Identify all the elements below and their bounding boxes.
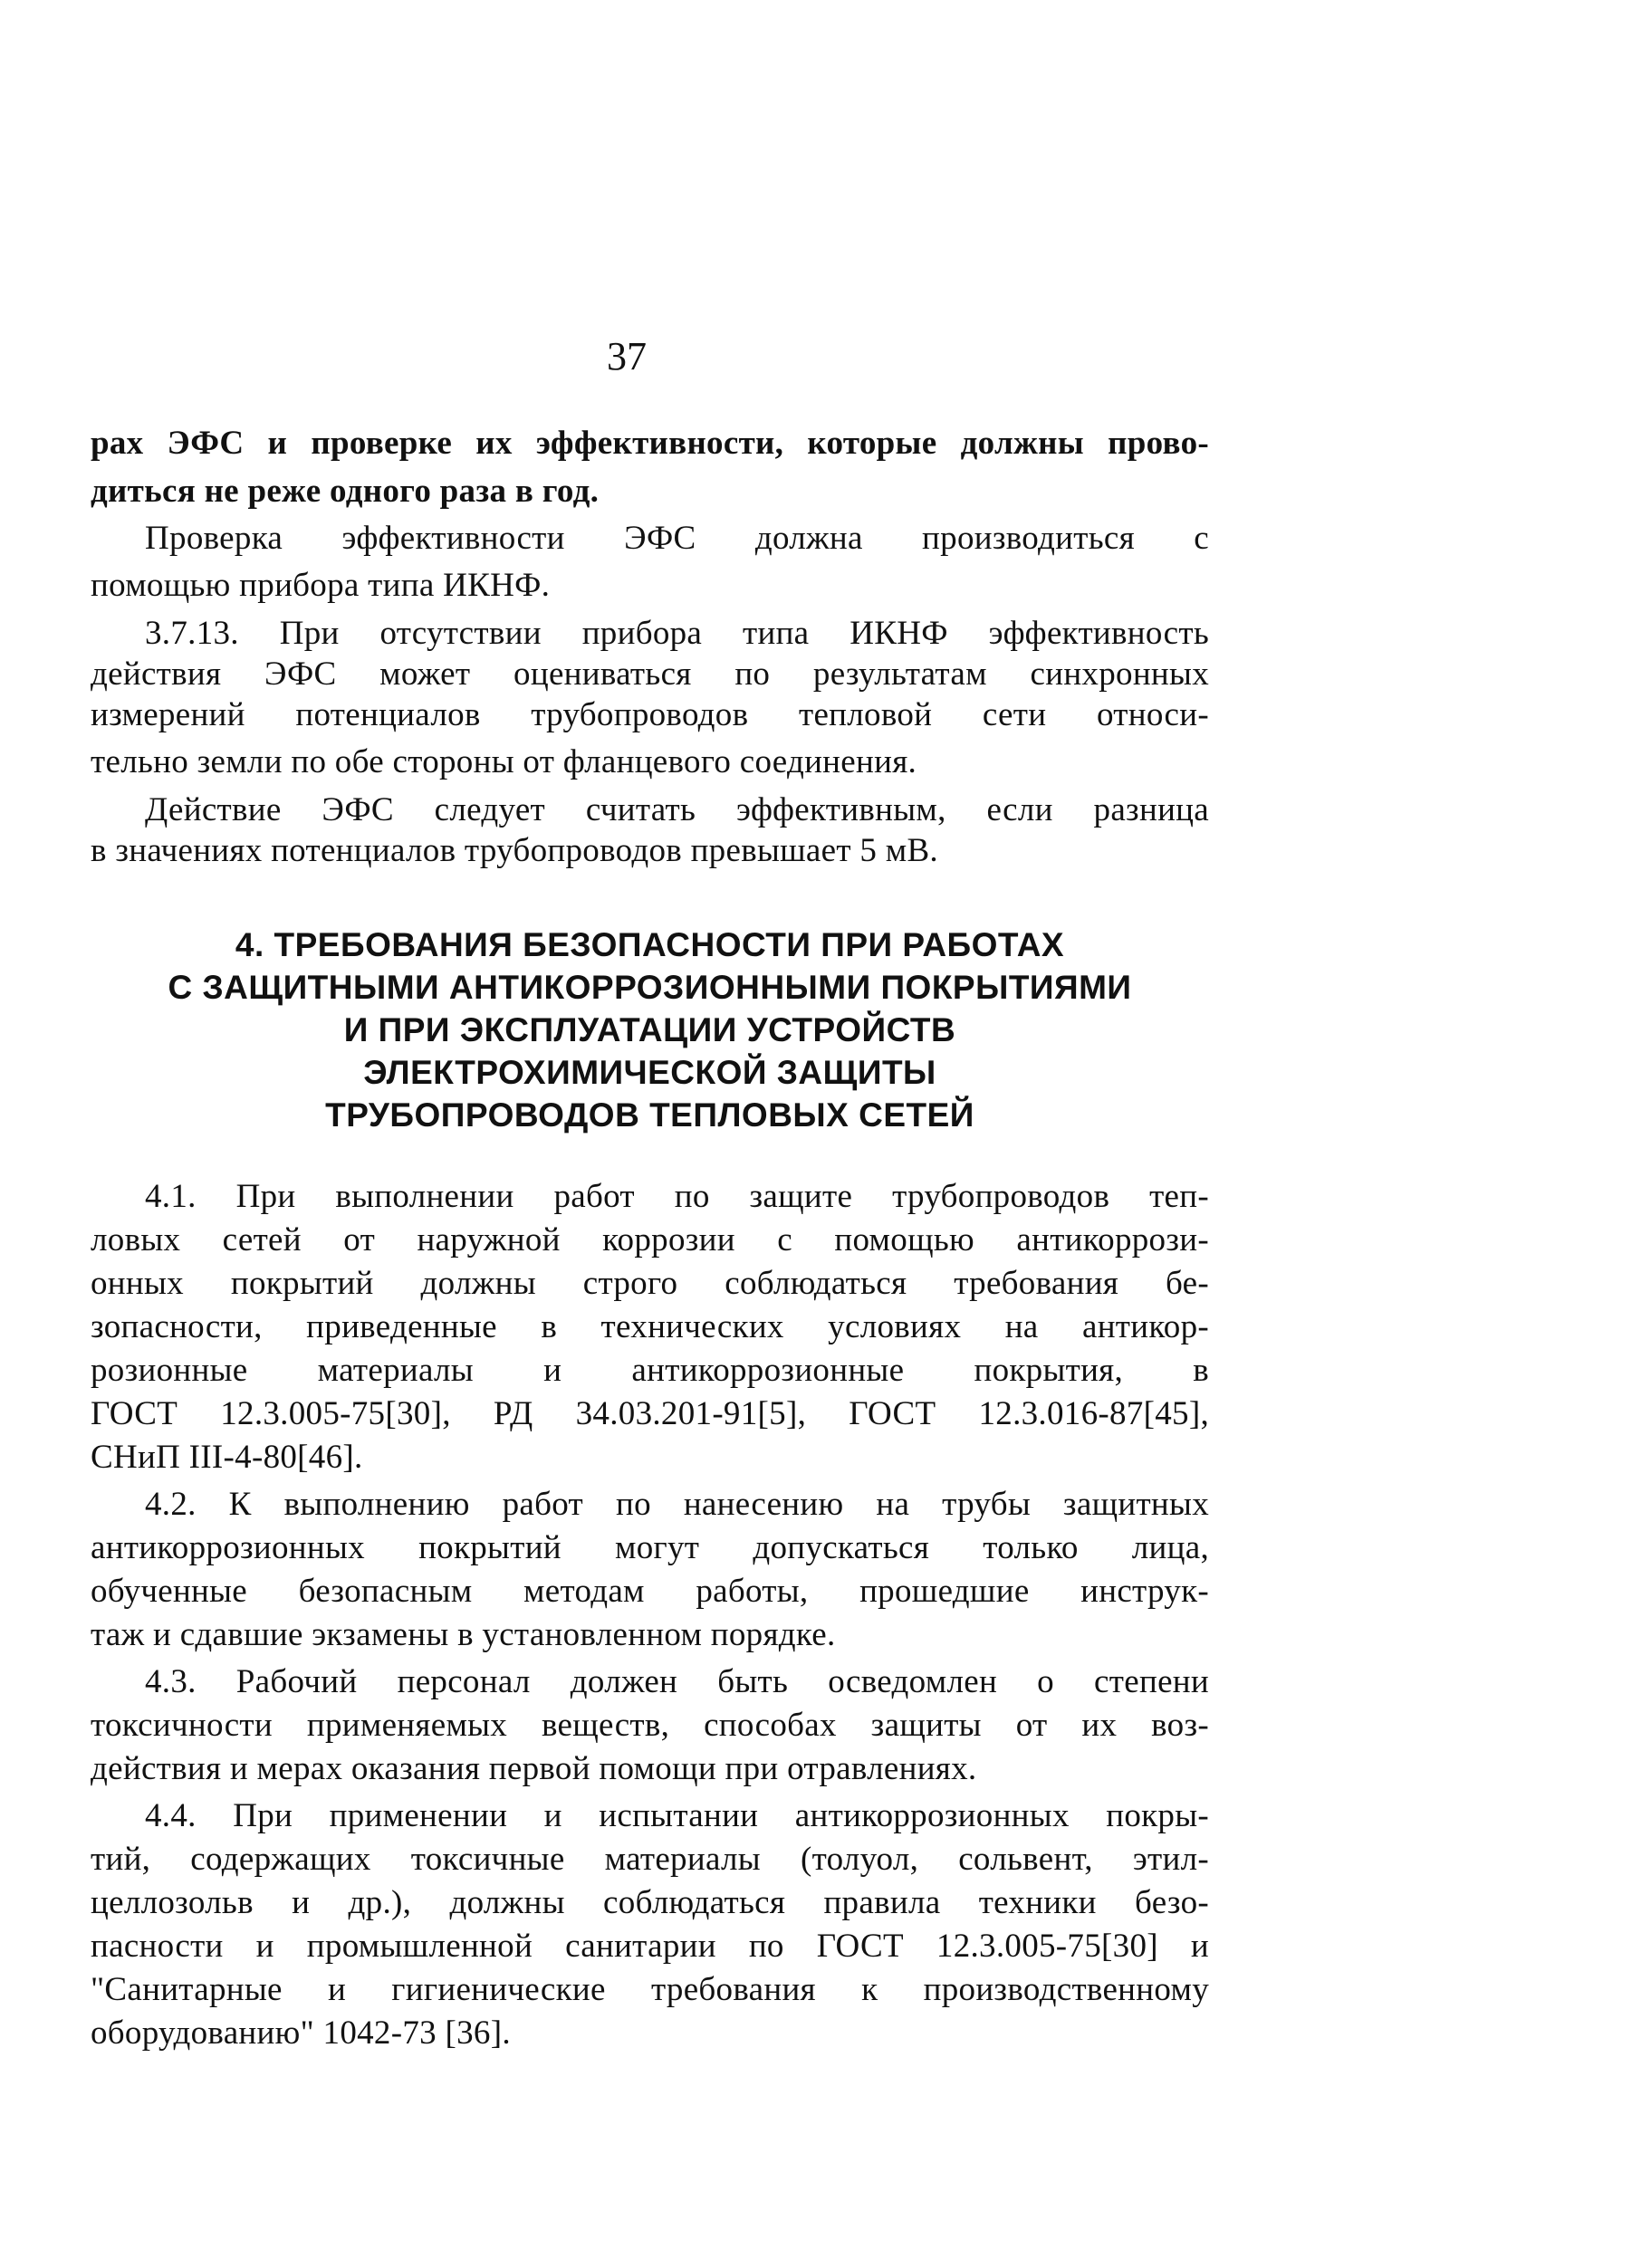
text-line: Проверка эффективности ЭФС должна производиться с <box>145 520 1209 557</box>
text-line: в значениях потенциалов трубопроводов превышает 5 мВ. <box>91 832 938 869</box>
page-number: 37 <box>607 334 647 378</box>
text-line: 3.7.13. При отсутствии прибора типа ИКНФ эффективность <box>145 615 1209 652</box>
text-line: таж и сдавшие экзамены в установленном порядке. <box>91 1616 836 1653</box>
text-line: Действие ЭФС следует считать эффективным, если разница <box>145 791 1209 828</box>
text-line: рах ЭФС и проверке их эффективности, которые должны прово- <box>91 425 1209 462</box>
text-line: зопасности, приведенные в технических условиях на антикор- <box>91 1308 1209 1345</box>
text-line: тельно земли по обе стороны от фланцевого соединения. <box>91 743 917 780</box>
text-line: тий, содержащих токсичные материалы (толуол, сольвент, этил- <box>91 1841 1209 1878</box>
text-line: оборудованию" 1042-73 [36]. <box>91 2014 511 2052</box>
heading-line: ТРУБОПРОВОДОВ ТЕПЛОВЫХ СЕТЕЙ <box>325 1096 974 1134</box>
text-block-top <box>91 422 1209 871</box>
text-line: "Санитарные и гигиенические требования к производственному <box>91 1971 1209 2008</box>
text-line: пасности и промышленной санитарии по ГОСТ 12.3.005-75[30] и <box>91 1928 1209 1965</box>
text-line: целлозольв и др.), должны соблюдаться правила техники безо- <box>91 1884 1209 1921</box>
heading-line: И ПРИ ЭКСПЛУАТАЦИИ УСТРОЙСТВ <box>343 1011 956 1048</box>
text-line: ГОСТ 12.3.005-75[30], РД 34.03.201-91[5], ГОСТ 12.3.016-87[45], <box>91 1395 1209 1432</box>
text-block-section4 <box>91 1175 1209 2055</box>
text-line: токсичности применяемых веществ, способах защиты от их воз- <box>91 1707 1209 1744</box>
text-line: диться не реже одного раза в год. <box>91 473 600 510</box>
text-line: действия и мерах оказания первой помощи при отравлениях. <box>91 1750 977 1787</box>
text-line: 4.3. Рабочий персонал должен быть осведомлен о степени <box>145 1663 1209 1700</box>
text-line: 4.2. К выполнению работ по нанесению на трубы защитных <box>145 1486 1209 1523</box>
text-line: обученные безопасным методам работы, прошедшие инструк- <box>91 1573 1209 1610</box>
text-line: ловых сетей от наружной коррозии с помощью антикоррози- <box>91 1221 1209 1258</box>
heading-line: ЭЛЕКТРОХИМИЧЕСКОЙ ЗАЩИТЫ <box>363 1054 936 1091</box>
text-line: СНиП III-4-80[46]. <box>91 1439 363 1476</box>
text-line: розионные материалы и антикоррозионные покрытия, в <box>91 1352 1209 1389</box>
text-line: помощью прибора типа ИКНФ. <box>91 567 551 604</box>
heading-line: 4. ТРЕБОВАНИЯ БЕЗОПАСНОСТИ ПРИ РАБОТАХ <box>235 926 1065 963</box>
section-heading <box>91 923 1209 1136</box>
text-line: 4.1. При выполнении работ по защите трубопроводов теп- <box>145 1178 1209 1215</box>
text-line: действия ЭФС может оцениваться по результатам синхронных <box>91 656 1209 693</box>
text-line: измерений потенциалов трубопроводов тепловой сети относи- <box>91 696 1209 733</box>
text-line: 4.4. При применении и испытании антикоррозионных покры- <box>145 1797 1209 1834</box>
text-line: антикоррозионных покрытий могут допускаться только лица, <box>91 1529 1209 1566</box>
text-line: онных покрытий должны строго соблюдаться требования бе- <box>91 1265 1209 1302</box>
heading-line: С ЗАЩИТНЫМИ АНТИКОРРОЗИОННЫМИ ПОКРЫТИЯМИ <box>168 969 1132 1006</box>
